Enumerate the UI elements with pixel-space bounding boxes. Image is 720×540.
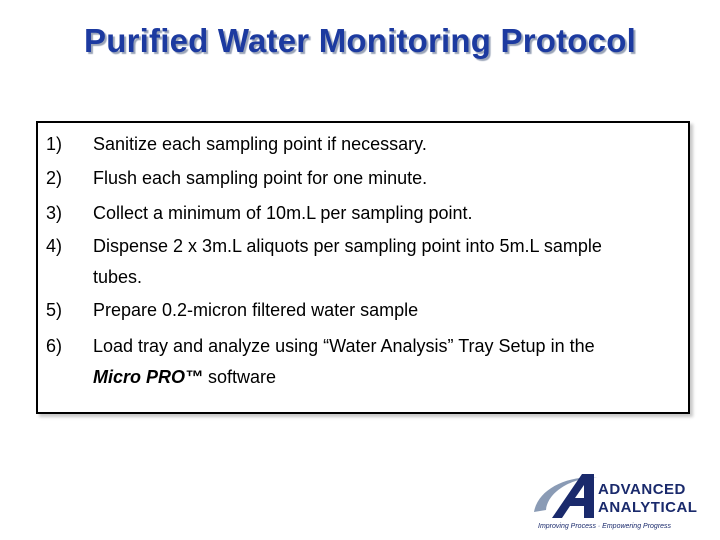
step-number: 1) [46, 134, 63, 154]
step-text [93, 331, 678, 393]
step-text-line: Load tray and analyze using “Water Analysis” Tray Setup in the [93, 336, 595, 356]
step-number: 3) [46, 203, 63, 223]
step-text: Collect a minimum of 10m.L per sampling point. [93, 203, 473, 223]
step-number: 4) [46, 236, 63, 256]
step-text: Prepare 0.2-micron filtered water sample [93, 300, 419, 320]
protocol-steps-box [36, 121, 690, 414]
step-number: 6) [46, 336, 63, 356]
step-text-line: tubes. [93, 267, 143, 287]
slide-title: Purified Water Monitoring Protocol [84, 22, 636, 59]
step-text: Flush each sampling point for one minute. [93, 168, 428, 188]
step-text-tail: software [203, 367, 277, 387]
logo-tagline: Improving Process · Empowering Progress [538, 523, 672, 530]
step-text: Sanitize each sampling point if necessary. [93, 134, 427, 154]
software-name: Micro PRO™ [93, 367, 204, 387]
logo-line2: ANALYTICAL [598, 499, 698, 516]
step-number: 5) [46, 300, 63, 320]
step-text [93, 231, 678, 293]
step-text-line: Dispense 2 x 3m.L aliquots per sampling point into 5m.L sample [93, 236, 602, 256]
step-number: 2) [46, 168, 63, 188]
advanced-analytical-logo [530, 466, 710, 532]
logo-line1: ADVANCED [598, 481, 686, 498]
